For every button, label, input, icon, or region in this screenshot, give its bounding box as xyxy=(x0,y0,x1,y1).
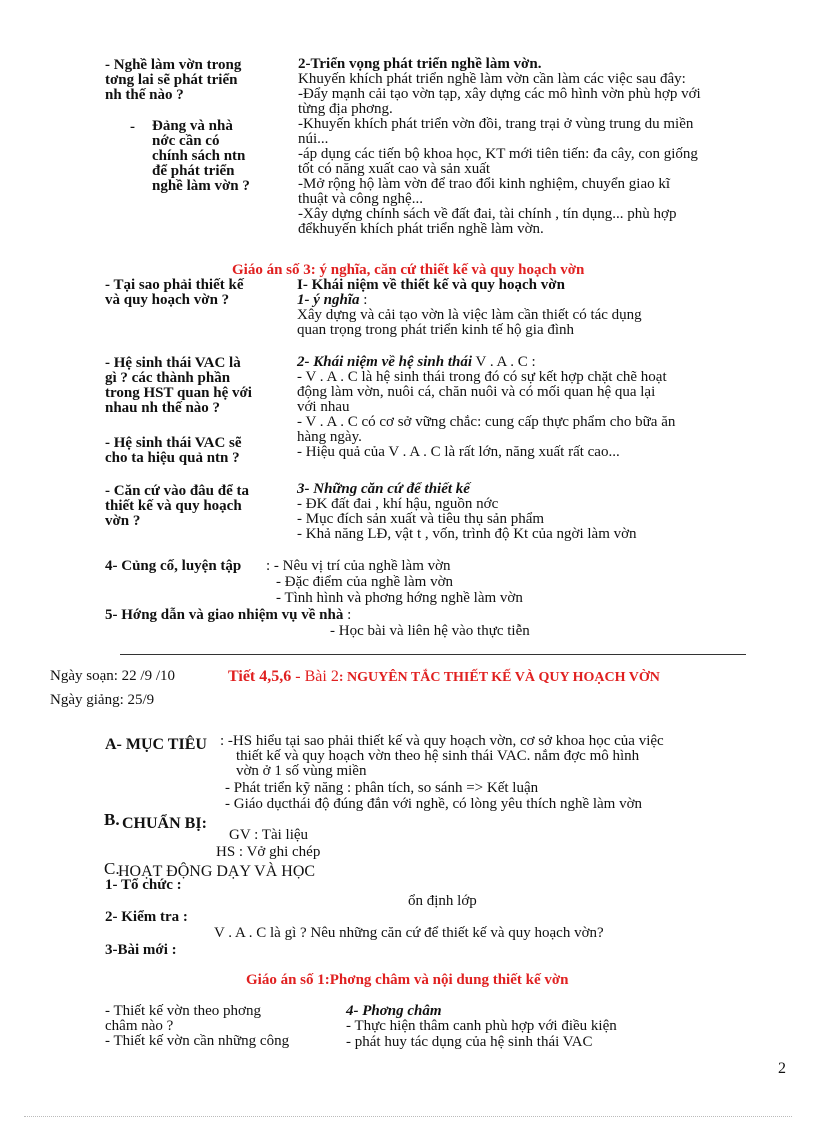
lesson-name: : NGUYÊN TẮC THIẾT KẾ VÀ QUY HOẠCH VỜN xyxy=(338,670,660,685)
homework-item: - Học bài và liên hệ vào thực tiễn xyxy=(330,623,530,639)
text-line: Đảng và nhà xyxy=(152,118,233,134)
text-line: - ĐK đất đai , khí hậu, nguồn nớc xyxy=(297,496,499,512)
text-line: châm nào ? xyxy=(105,1018,174,1034)
objectives-label: A- MỤC TIÊU xyxy=(105,736,207,753)
objectives-first-line: : -HS hiểu tại sao phải thiết kế và quy hoạch vờn, cơ sở khoa học của việc xyxy=(220,733,664,749)
text-line: - V . A . C là hệ sinh thái trong đó có sự kết hợp chặt chẽ hoạt xyxy=(297,369,667,385)
text-line: -Khuyến khích phát triển vờn đồi, trang trại ở vùng trung du miền xyxy=(298,116,694,132)
objectives-continued xyxy=(236,749,639,779)
text-line: - Tại sao phải thiết kế xyxy=(105,277,244,293)
s2-question-3 xyxy=(105,436,242,466)
text-line: đểkhuyến khích phát triển nghề làm vờn. xyxy=(298,221,544,237)
text-line: trong HST quan hệ với xyxy=(105,385,252,401)
text-line: thiết kế và quy hoạch xyxy=(105,498,242,514)
subheading: 1- ý nghĩa xyxy=(297,292,360,308)
text-line: -Xây dựng chính sách về đất đai, tài chính , tín dụng... phù hợp xyxy=(298,206,677,222)
text-line: -áp dụng các tiến bộ khoa học, KT mới tiên tiến: đa cây, con giống xyxy=(298,146,698,162)
teach-date: Ngày giảng: 25/9 xyxy=(50,692,155,708)
s2-answer-4 xyxy=(297,482,637,542)
text-line: -Đẩy mạnh cải tạo vờn tạp, xây dựng các mô hình vờn phù hợp với xyxy=(298,86,701,102)
check-label: 2- Kiểm tra : xyxy=(105,909,188,925)
text-line: động làm vờn, nuôi cá, chăn nuôi và có mối quan hệ qua lại xyxy=(297,384,656,400)
homework-label-tail: : xyxy=(343,607,352,623)
organization-label: 1- Tổ chức : xyxy=(105,877,182,893)
prep-date: Ngày soạn: 22 /9 /10 xyxy=(50,668,175,684)
objectives-item: - Phát triển kỹ năng : phân tích, so sánh => Kết luận xyxy=(225,780,539,796)
text-line: chính sách ntn xyxy=(152,148,246,164)
s2-answer-2 xyxy=(297,355,675,460)
new-lesson-label: 3-Bài mới : xyxy=(105,942,177,958)
text-line: để phát triển xyxy=(152,163,235,179)
period-label: Tiết 4,5,6 xyxy=(228,668,292,685)
text-line: nghề làm vờn ? xyxy=(152,178,250,194)
text-line: vờn ở 1 số vùng miền xyxy=(236,763,367,779)
text-line: quan trọng trong phát triển kinh tế hộ gia đình xyxy=(297,322,575,338)
lesson-plan-1-title: Giáo án số 1:Phơng châm và nội dung thiết kế vờn xyxy=(246,972,569,988)
text-line: - Hệ sinh thái VAC là xyxy=(105,355,241,371)
text-line: - Thiết kế vờn theo phơng xyxy=(105,1003,261,1019)
lesson-plan-3-title: Giáo án số 3: ý nghĩa, căn cứ thiết kế và quy hoạch vờn xyxy=(232,262,585,278)
s4-item: - phát huy tác dụng của hệ sinh thái VAC xyxy=(346,1034,593,1050)
text-line: - Thiết kế vờn cần những công xyxy=(105,1033,290,1049)
s2-question-1 xyxy=(105,278,244,308)
text-line: thiết kế và quy hoạch vờn theo hệ sinh thái VAC. nắm đợc mô hình xyxy=(236,748,640,764)
text-line: núi... xyxy=(298,131,329,147)
objectives-item: - Giáo dụcthái độ đúng đắn với nghề, có lòng yêu thích nghề làm vờn xyxy=(225,796,643,812)
s4-heading: 4- Phơng châm xyxy=(346,1003,442,1019)
text-line: - Khả năng LĐ, vật t , vốn, trình độ Kt của ngời làm vờn xyxy=(297,526,637,542)
section-heading: 2-Triển vọng phát triển nghề làm vờn. xyxy=(298,56,542,72)
preparation-label: CHUẨN BỊ: xyxy=(122,815,207,832)
text-line: nh thế nào ? xyxy=(105,87,184,103)
subheading: 3- Những căn cứ để thiết kế xyxy=(297,481,470,497)
activities-letter: C. xyxy=(104,859,120,878)
text-line: -Mở rộng hộ làm vờn để trao đổi kinh nghiệm, chuyển giao kĩ xyxy=(298,176,671,192)
lesson-number: Bài 2 xyxy=(304,668,339,685)
text-line: với nhau xyxy=(297,399,350,415)
consolidation-item: : - Nêu vị trí của nghề làm vờn xyxy=(266,558,451,574)
text-line: - Căn cứ vào đâu để ta xyxy=(105,483,250,499)
text-line: - Hệ sinh thái VAC sẽ xyxy=(105,435,242,451)
consolidation-label: 4- Củng cố, luyện tập xyxy=(105,558,242,574)
text-line: nớc cần có xyxy=(152,133,220,149)
text-line: - Nghề làm vờn trong xyxy=(105,57,242,73)
section-divider xyxy=(120,654,746,655)
text-line: Xây dựng và cải tạo vờn là việc làm cần thiết có tác dụng xyxy=(297,307,642,323)
consolidation-item: - Tình hình và phơng hớng nghề làm vờn xyxy=(276,590,523,606)
text-line: - V . A . C có cơ sở vững chắc: cung cấp thực phẩm cho bữa ăn xyxy=(297,414,676,430)
text-line: tơng lai sẽ phát triển xyxy=(105,72,238,88)
subheading-tail: V . A . C : xyxy=(472,354,536,370)
preparation-letter: B. xyxy=(104,810,120,829)
text-line: hàng ngày. xyxy=(297,429,362,445)
homework-label: 5- Hớng dẫn và giao nhiệm vụ về nhà xyxy=(105,607,344,623)
text-line: tốt có năng xuất cao và sản xuất xyxy=(298,161,491,177)
s1-left-question-2 xyxy=(152,119,250,194)
text-line: từng địa phơng. xyxy=(298,101,393,117)
activities-label: HOẠT ĐỘNG DẠY VÀ HỌC xyxy=(118,863,316,880)
preparation-item: HS : Vở ghi chép xyxy=(216,844,321,860)
text-line: vờn ? xyxy=(105,513,141,529)
s4-item: - Thực hiện thâm canh phù hợp với điều kiện xyxy=(346,1018,617,1034)
consolidation-item: - Đặc điểm của nghề làm vờn xyxy=(276,574,454,590)
text-line: và quy hoạch vờn ? xyxy=(105,292,230,308)
class-stabilize: ổn định lớp xyxy=(408,893,477,909)
s2-question-2 xyxy=(105,356,252,416)
s4-left-question xyxy=(105,1004,289,1049)
s2-question-4 xyxy=(105,484,249,529)
text-line: cho ta hiệu quả ntn ? xyxy=(105,450,240,466)
text-line: thuật và công nghệ... xyxy=(298,191,423,207)
text-line: - Mục đích sản xuất và tiêu thụ sản phẩm xyxy=(297,511,545,527)
subheading-tail: : xyxy=(359,292,368,308)
lesson-title xyxy=(228,668,660,686)
check-question: V . A . C là gì ? Nêu những căn cứ để thiết kế và quy hoạch vờn? xyxy=(214,925,604,941)
text-line: Khuyến khích phát triển nghề làm vờn cần làm các việc sau đây: xyxy=(298,71,686,87)
text-line: nhau nh thế nào ? xyxy=(105,400,221,416)
text-line: - Hiệu quả của V . A . C là rất lớn, năng xuất rất cao... xyxy=(297,444,620,460)
text-line: gì ? các thành phần xyxy=(105,370,231,386)
title-separator: - xyxy=(291,668,305,685)
s2-answer-1 xyxy=(297,278,642,338)
s1-right-content xyxy=(298,57,701,237)
page-bottom-border xyxy=(24,1116,792,1117)
page-number: 2 xyxy=(778,1060,786,1077)
s1-left-dash: - xyxy=(130,119,135,135)
section-heading: I- Khái niệm về thiết kế và quy hoạch vờn xyxy=(297,277,565,293)
s1-left-question xyxy=(105,58,241,103)
preparation-item: GV : Tài liệu xyxy=(229,827,309,843)
subheading: 2- Khái niệm về hệ sinh thái xyxy=(297,354,473,370)
